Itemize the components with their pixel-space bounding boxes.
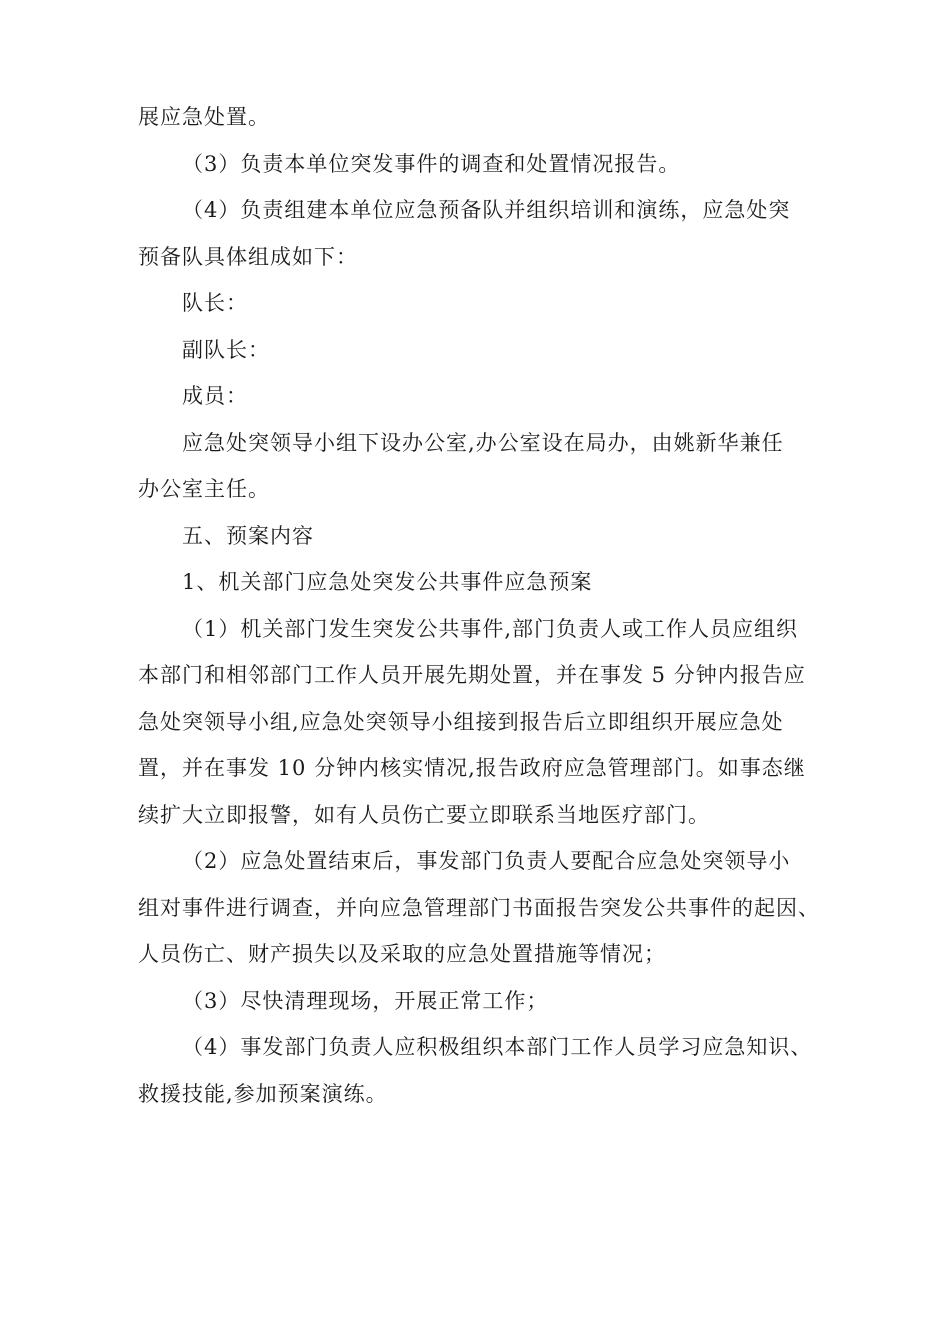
document-body — [138, 94, 828, 1117]
text-line: 组对事件进行调查，并向应急管理部门书面报告突发公共事件的起因、 — [138, 895, 820, 920]
text-line: （3）负责本单位突发事件的调查和处置情况报告。 — [182, 151, 681, 176]
text-line: 救援技能,参加预案演练。 — [138, 1081, 388, 1106]
text-line: （1）机关部门发生突发公共事件,部门负责人或工作人员应组织 — [182, 616, 799, 641]
text-line: （4）负责组建本单位应急预备队并组织培训和演练，应急处突 — [182, 198, 791, 222]
text-line: 续扩大立即报警，如有人员伤亡要立即联系当地医疗部门。 — [138, 802, 710, 827]
members-label: 成员： — [182, 384, 248, 408]
text-line: 本部门和相邻部门工作人员开展先期处置，并在事发 5 分钟内报告应 — [138, 663, 806, 687]
text-line: 预备队具体组成如下： — [138, 244, 358, 269]
subsection-heading: 1、机关部门应急处突发公共事件应急预案 — [182, 570, 593, 594]
text-line: 展应急处置。 — [138, 105, 270, 129]
text-line: （4）事发部门负责人应积极组织本部门工作人员学习应急知识、 — [182, 1035, 813, 1059]
text-line: （2）应急处置结束后，事发部门负责人要配合应急处突领导小 — [182, 849, 791, 873]
section-heading: 五、预案内容 — [182, 523, 314, 548]
text-line: 人员伤亡、财产损失以及采取的应急处置措施等情况； — [138, 942, 666, 966]
text-line: 急处突领导小组,应急处突领导小组接到报告后立即组织开展应急处 — [138, 709, 784, 734]
text-line: 置，并在事发 10 分钟内核实情况,报告政府应急管理部门。如事态继 — [138, 756, 806, 780]
text-line: （3）尽快清理现场，开展正常工作； — [182, 988, 549, 1013]
deputy-leader-label: 副队长： — [182, 337, 270, 362]
team-leader-label: 队长： — [182, 291, 248, 315]
text-line: 办公室主任。 — [138, 477, 270, 501]
text-line: 应急处突领导小组下设办公室,办公室设在局办，由姚新华兼任 — [182, 430, 784, 455]
